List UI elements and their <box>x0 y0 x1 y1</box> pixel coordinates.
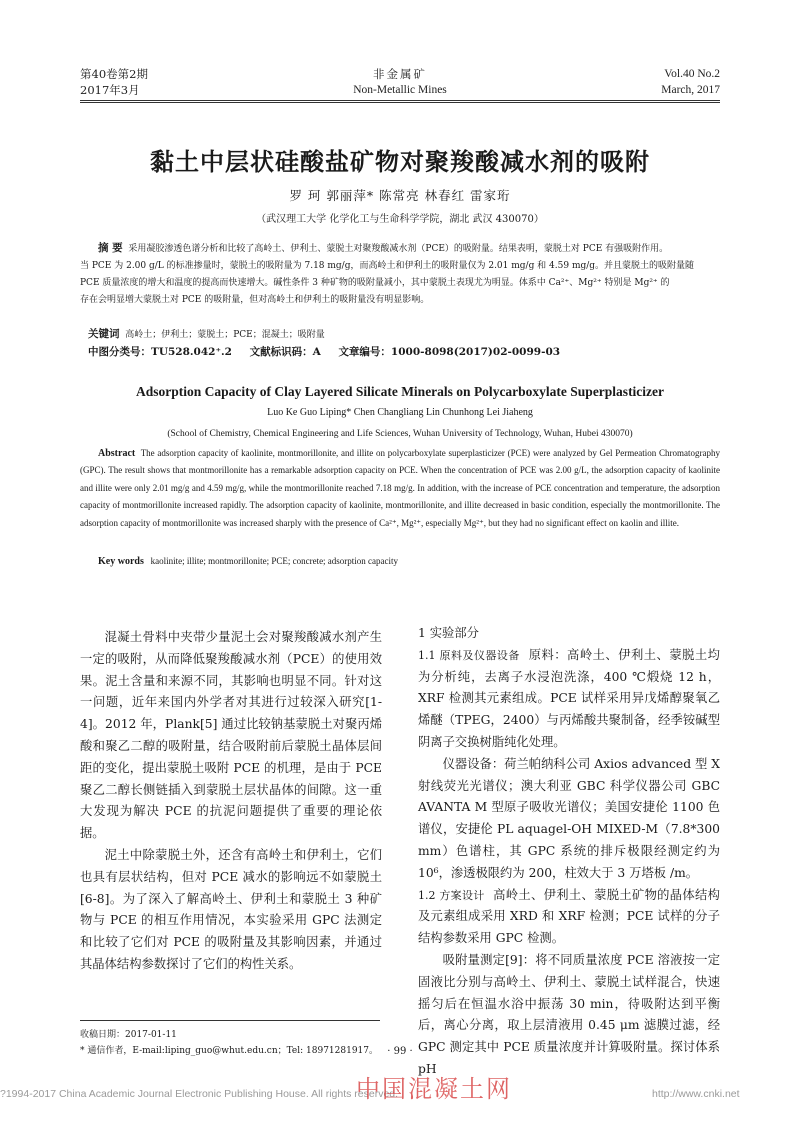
section-1-1-text: 原料：高岭土、伊利土、蒙脱土均为分析纯，去离子水浸泡洗涤，400 ℃煅烧 12 h，XRF 检测其元素组成。PCE 试样采用异戊烯醇聚氧乙烯醚（TPEG，2400）与丙烯酸共聚制备，经季铵碱型阴离子交换树脂纯化处理。 <box>418 647 720 749</box>
section-1-2-heading: 1.2 方案设计 <box>418 888 485 902</box>
section-1-1-paragraph <box>418 645 720 754</box>
abstract-en-label: Abstract <box>98 448 136 459</box>
instruments-paragraph: 仪器设备：荷兰帕纳科公司 Axios advanced 型 X 射线荧光光谱仪；澳大利亚 GBC 科学仪器公司 GBC AVANTA M 型原子吸收光谱仪；美国安捷伦 1100 色谱仪，安捷伦 PL aquagel-OH MIXED-M（7.8*300 mm）色谱柱，其 GPC 系统的排斥极限经测定约为 10⁶，渗透极限约为 200，柱效大于 3 万塔板 /m。 <box>418 756 720 880</box>
copyright-notice: ?1994-2017 China Academic Journal Electronic Publishing House. All rights reserved. <box>0 1088 399 1100</box>
abstract-cn-line1: 采用凝胶渗透色谱分析和比较了高岭土、伊利土、蒙脱土对聚羧酸减水剂（PCE）的吸附量。结果表明，蒙脱土对 PCE 有强吸附作用。 <box>128 244 669 254</box>
section-1-2-paragraph <box>418 885 720 950</box>
header-journal-cn: 非金属矿 <box>373 67 427 81</box>
affiliation-en: (School of Chemistry, Chemical Engineering and Life Sciences, Wuhan University of Technology, Wuhan, Hubei 430070) <box>167 429 633 439</box>
body-left-column <box>80 627 382 976</box>
abstract-cn-line3: PCE 质量浓度的增大和温度的提高而快速增大。碱性条件 3 种矿物的吸附量减小，其中蒙脱土表现尤为明显。体系中 Ca²⁺、Mg²⁺ 特别是 Mg²⁺ 的 <box>80 278 670 288</box>
keywords-en-text: kaolinite; illite; montmorillonite; PCE; concrete; adsorption capacity <box>150 556 399 566</box>
document-code: 文献标识码：A <box>249 346 321 358</box>
affiliation-cn: （武汉理工大学 化学化工与生命科学学院，湖北 武汉 430070） <box>256 214 544 225</box>
abstract-cn-line4: 存在会明显增大蒙脱土对 PCE 的吸附量，但对高岭土和伊利土的吸附量没有明显影响。 <box>80 295 430 305</box>
classification-meta <box>88 344 574 359</box>
intro-paragraph-1: 混凝土骨料中夹带少量泥土会对聚羧酸减水剂产生一定的吸附，从而降低聚羧酸减水剂（PCE）的使用效果。泥土含量和来源不同，其影响也明显不同。针对这一问题，近年来国内外学者对其进行过较深入研究[1-4]。2012 年，Plank[5] 通过比较钠基蒙脱土对聚丙烯酸和聚乙二醇的吸附量，结合吸附前后蒙脱土晶体层间距的变化，提出蒙脱土吸附 PCE 的机理，是由于 PCE 聚乙二醇长侧链插入到蒙脱土层状晶体的间隙。这一重大发现为解决 PCE 的抗泥问题提供了重要的理论依据。 <box>80 630 382 841</box>
intro-paragraph-2: 泥土中除蒙脱土外，还含有高岭土和伊利土，它们也具有层状结构，但对 PCE 减水的影响远不如蒙脱土[6-8]。为了深入了解高岭土、伊利土和蒙脱土 3 种矿物与 PCE 的相互作用情况，本实验采用 GPC 法测定和比较了它们对 PCE 的吸附量及其影响因素，并通过其晶体结构参数探讨了它们的构性关系。 <box>80 847 382 971</box>
header-rule <box>80 100 720 101</box>
abstract-en-text: The adsorption capacity of kaolinite, montmorillonite, and illite on polycarboxylate superplasticizer (PCE) were analyzed by Gel Permeation Chromatography (GPC). The result shows that montmorillonite has a remarkable adsorption capacity on PCE. When the concentration of PCE was 2.00 g/L, the adsorption capacity of kaolinite and illite were only 2.01 mg/g and 4.59 mg/g, while the montmorillonite reached 7.18 mg/g. In addition, with the increase of PCE concentration and temperature, the adsorption capacity of montmorillonite increased rapidly. The adsorption capacity of kaolinite, montmorillonite, and illite decreased in basic condition, especially the montmorillonite. The adsorption capacity of montmorillonite was increased sharply with the presence of Ca²⁺, Mg²⁺, especially Mg²⁺, but they had no significant effect on kaolin and illite. <box>80 448 720 528</box>
footer-website-link[interactable]: http://www.cnki.net <box>652 1088 740 1100</box>
section-1-heading: 1 实验部分 <box>418 626 479 640</box>
page-number: · 99 · <box>387 1046 413 1057</box>
header-date-en: March, 2017 <box>661 84 720 96</box>
clc-number: 中图分类号：TU528.042⁺.2 <box>88 346 232 358</box>
keywords-cn-label: 关键词 <box>88 328 120 340</box>
header-date-cn: 2017年3月 <box>80 83 140 97</box>
header-volume-cn: 第40卷第2期 <box>80 67 148 81</box>
header-rule-2 <box>80 102 720 103</box>
keywords-en <box>98 556 398 567</box>
body-right-column <box>418 623 720 1081</box>
keywords-cn <box>88 326 325 341</box>
keywords-cn-text: 高岭土；伊利土；蒙脱土；PCE；混凝土；吸附量 <box>125 330 325 340</box>
keywords-en-label: Key words <box>98 556 144 567</box>
abstract-en <box>80 445 720 532</box>
footnote-rule <box>80 1020 380 1021</box>
authors-en: Luo Ke Guo Liping* Chen Changliang Lin Chunhong Lei Jiaheng <box>267 407 533 418</box>
watermark-logo: 中国混凝土网 <box>356 1075 512 1103</box>
abstract-cn-line2: 当 PCE 为 2.00 g/L 的标准掺量时，蒙脱土的吸附量为 7.18 mg/g，而高岭土和伊利土的吸附量仅为 2.01 mg/g 和 4.59 mg/g。并且蒙脱土的吸附量随 <box>80 261 695 271</box>
abstract-cn-label: 摘 要 <box>98 242 123 254</box>
paper-title-en: Adsorption Capacity of Clay Layered Silicate Minerals on Polycarboxylate Superplasticizer <box>135 384 665 399</box>
paper-title-cn: 黏土中层状硅酸盐矿物对聚羧酸减水剂的吸附 <box>150 147 650 176</box>
section-1-2-text: 高岭土、伊利土、蒙脱土矿物的晶体结构及元素组成采用 XRD 和 XRF 检测；PCE 试样的分子结构参数采用 GPC 检测。 <box>418 887 720 946</box>
abstract-cn <box>80 240 720 309</box>
header-volume-en: Vol.40 No.2 <box>664 68 720 80</box>
header-journal-en: Non-Metallic Mines <box>353 84 447 96</box>
adsorption-paragraph: 吸附量测定[9]：将不同质量浓度 PCE 溶液按一定固液比分别与高岭土、伊利土、蒙脱土试样混合，快速摇匀后在恒温水浴中振荡 30 min，待吸附达到平衡后，离心分离，取上层清液用 0.45 μm 滤膜过滤，经 GPC 测定其中 PCE 质量浓度并计算吸附量。探讨体系 pH <box>418 952 720 1076</box>
article-number: 文章编号：1000-8098(2017)02-0099-03 <box>338 346 561 358</box>
footnote-received: 收稿日期：2017-01-11 <box>80 1030 177 1040</box>
footnote-corresponding: * 通信作者，E-mail:liping_guo@whut.edu.cn；Tel: 18971281917。 <box>80 1046 379 1056</box>
section-1-1-heading: 1.1 原料及仪器设备 <box>418 648 520 662</box>
authors-cn: 罗 珂 郭丽萍* 陈常亮 林春红 雷家珩 <box>289 188 511 203</box>
